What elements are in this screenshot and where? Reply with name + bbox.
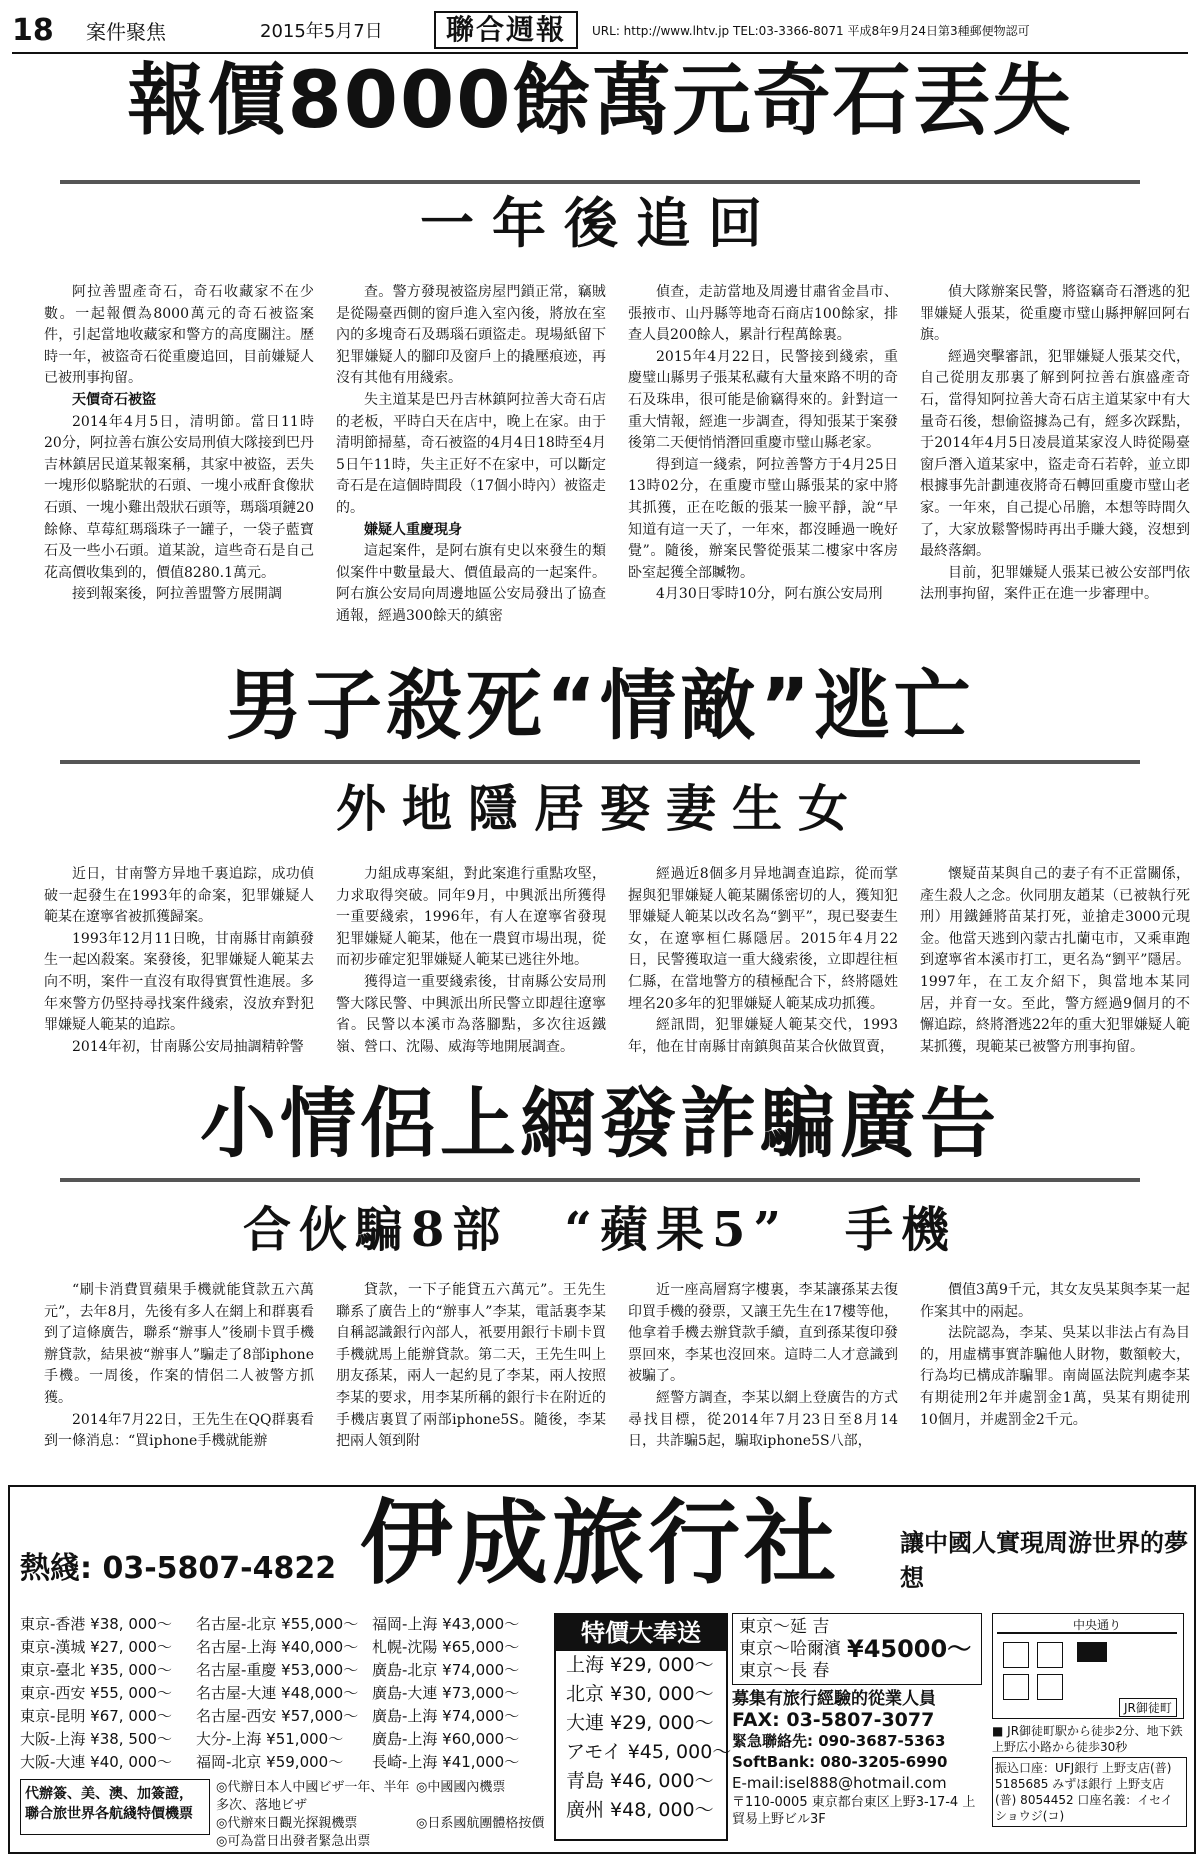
promo-route: 東京～延 吉 [739, 1617, 830, 1637]
ad-special-title: 特價大奉送 [556, 1615, 726, 1651]
ad-address: 〒110-0005 東京都台東区上野3-17-4 上貿易上野ビル3F [732, 1795, 976, 1827]
route-price: 大阪-大連 ¥40, 000～ [20, 1753, 172, 1771]
story3-column [920, 1280, 1190, 1472]
service-item: ◎代辦日本人中國ビザ一年、半年多次、落地ビザ [216, 1780, 410, 1813]
ad-map [992, 1613, 1184, 1719]
paragraph: 1993年12月11日晚，甘南縣甘南鎮發生一起凶殺案。案發後，犯罪嫌疑人範某去向不明，案件一直沒有取得實質性進展。多年來警方仍堅持尋找案件綫索，沒放弃對犯罪嫌疑人範某的追踪。 [44, 930, 314, 1034]
story3-headline: 小情侶上網發詐騙廣告 [200, 1079, 1000, 1168]
story3-column [44, 1280, 314, 1472]
paper-logo: 聯合週報 [434, 11, 578, 49]
ad-brand: 伊成旅行社 [360, 1490, 841, 1597]
story1-subhead: 一年後追回 [420, 191, 780, 255]
ad-contact [732, 1613, 982, 1828]
ad-tagline: 讓中國人實現周游世界的夢想 [900, 1529, 1188, 1592]
paragraph: 2014年初，甘南縣公安局抽調精幹警 [72, 1038, 304, 1055]
paragraph: 法院認為，李某、吳某以非法占有為目的，用虛構事實詐騙他人財物，數額較大，行為均已構成詐騙罪。南崗區法院判處李某有期徒刑2年并處罰金1萬，吳某有期徒刑10個月，并處罰金2千元。 [920, 1325, 1190, 1428]
travel-agency-ad [8, 1485, 1196, 1854]
ad-hotline[interactable]: 熱綫: 03-5807-4822 [20, 1551, 337, 1586]
ad-softbank-phone[interactable]: SoftBank: 080-3205-6990 [732, 1753, 948, 1771]
paragraph: 這起案件，是阿右旗有史以來發生的類似案件中數量最大、價值最高的一起案件。阿右旗公安局向周邊地區公安局發出了協查通報，經過300餘天的縝密 [336, 543, 606, 624]
route-price: 廣島-上海 ¥60,000～ [372, 1730, 520, 1748]
story2-subhead: 外地隱居娶妻生女 [336, 779, 864, 838]
paragraph: 經過突擊審訊，犯罪嫌疑人張某交代，自己從朋友那裏了解到阿拉善右旗盛產奇石，當得知阿拉善大奇石店主道某家中有大量奇石後，想偷盜據為己有，經多次踩點，于2014年4月5日凌晨道某家沒人時從陽臺窗戶潛入道某家中，盜走奇石若幹，並立即根據事先計劃連夜將奇石轉回重慶市璧山老家。一年來，自己提心吊膽，本想等時間久了，大家放鬆警惕時再出手賺大錢，沒想到最終落網。 [920, 348, 1190, 560]
service-item: ◎代辦來日觀光探親機票 [216, 1816, 358, 1831]
story1-column [920, 282, 1190, 652]
map-street-label: 中央通り [1073, 1618, 1122, 1632]
route-price: 廣島-大連 ¥73,000～ [372, 1684, 520, 1702]
story2-headline: 男子殺死“情敵”逃亡 [226, 661, 974, 750]
route-price: 福岡-上海 ¥43,000～ [372, 1615, 520, 1633]
paragraph: 懷疑苗某與自己的妻子有不正當關係，產生殺人之念。伙同朋友趙某（已被執行死刑）用鐵錘將苗某打死，並搶走3000元現金。他當天逃到內蒙古扎蘭屯市，又乘車跑到遼寧省本溪市打工，更名為“劉平”隱居。1997年，在工友介紹下，與當地本某同居，并育一女。至此，警方經過9個月的不懈追踪，終將潛逃22年的重大犯罪嫌疑人範某抓獲，現範某已被警方刑事拘留。 [920, 866, 1190, 1055]
map-block [1037, 1642, 1063, 1668]
ad-promo [732, 1613, 982, 1685]
route-price: 福岡-北京 ¥59,000～ [196, 1753, 344, 1771]
ad-emergency-phone[interactable]: 緊急聯絡先: 090-3687-5363 [732, 1732, 946, 1750]
special-price: 青島 ¥46, 000～ [566, 1770, 714, 1792]
route-price: 廣島-上海 ¥74,000～ [372, 1707, 520, 1725]
story1-column [336, 282, 606, 652]
promo-route: 東京～長 春 [739, 1661, 830, 1681]
ad-bank: 振込口座：UFJ銀行 上野支店(普) 5185685 みずほ銀行 上野支店(普) 8054452 口座名義：イセイショウジ(コ) [992, 1757, 1187, 1827]
special-price: アモイ ¥45, 000～ [566, 1741, 732, 1763]
ad-route-prices [20, 1613, 550, 1774]
promo-route: 東京～哈爾濱 [739, 1639, 841, 1659]
story2-column [920, 864, 1190, 1104]
route-price: 名古屋-西安 ¥57,000～ [196, 1707, 359, 1725]
story1-column [628, 282, 898, 652]
special-price: 大連 ¥29, 000～ [566, 1712, 714, 1734]
story2-rule [60, 760, 1140, 764]
section-subheading: 嫌疑人重慶現身 [364, 521, 462, 538]
route-price: 名古屋-上海 ¥40,000～ [196, 1638, 359, 1656]
section-subheading: 天價奇石被盜 [72, 391, 156, 408]
story2-column [44, 864, 314, 1104]
paper-url: URL: http://www.lhtv.jp TEL:03-3366-8071 平成8年9月24日第3種郵便物認可 [592, 23, 1030, 38]
route-price: 廣島-北京 ¥74,000～ [372, 1661, 520, 1679]
service-item: ◎中國國內機票 [416, 1780, 506, 1795]
paragraph: 4月30日零時10分，阿右旗公安局刑 [656, 586, 883, 603]
paragraph: “刷卡消費買蘋果手機就能貸款五六萬元”，去年8月，先後有多人在網上和群裏看到了這條廣告，聯系“辦事人”後刷卡買手機辦貸款，結果被“辦事人”騙走了8部iphone手機。一周後，作案的情侶二人被警方抓獲。 [44, 1282, 314, 1406]
paragraph: 阿拉善盟產奇石，奇石收藏家不在少數。一起報價為8000萬元的奇石被盜案件，引起當地收藏家和警方的高度關注。歷時一年，被盜奇石從重慶追回，目前嫌疑人已被刑事拘留。 [44, 284, 314, 387]
story3-rule [60, 1178, 1140, 1182]
route-price: 大阪-上海 ¥38, 500～ [20, 1730, 172, 1748]
paragraph: 2015年4月22日，民警接到綫索，重慶璧山縣男子張某私藏有大量來路不明的奇石及珠串，很可能是偷竊得來的。針對這一重大情報，經進一步調查，得知張某于案發後第二天便悄悄潛回重慶市璧山縣老家。 [628, 348, 898, 452]
special-price: 廣州 ¥48, 000～ [566, 1799, 714, 1821]
paragraph: 經訊問，犯罪嫌疑人範某交代，1993年，他在甘南縣甘南鎮與苗某合伙做買賣， [628, 1017, 898, 1055]
special-price: 上海 ¥29, 000～ [566, 1654, 714, 1676]
ad-banner [10, 1487, 1194, 1607]
ad-recruit: 募集有旅行經驗的從業人員 [732, 1689, 936, 1709]
page-number: 18 [12, 12, 54, 48]
paragraph: 得到這一綫索，阿拉善警方于4月25日13時02分，在重慶市璧山縣張某的家中將其抓獲，正在吃飯的張某一臉平靜，說“早知道有這一天了，一年來，都沒睡過一晚好覺”。隨後，辦案民警從張某二樓家中客房卧室起獲全部贓物。 [628, 456, 898, 581]
paragraph: 近一座高層寫字樓裏，李某讓孫某去復印買手機的發票，又讓王先生在17樓等他，他拿着手機去辦貸款手續，直到孫某復印發票回來，李某也沒回來。這時二人才意識到被騙了。 [628, 1282, 898, 1385]
paragraph: 近日，甘南警方异地千裏追踪，成功偵破一起發生在1993年的命案，犯罪嫌疑人範某在遼寧省被抓獲歸案。 [44, 866, 314, 926]
story2-column [628, 864, 898, 1104]
route-price: 東京-臺北 ¥35, 000～ [20, 1661, 172, 1679]
route-price: 東京-香港 ¥38, 000～ [20, 1615, 172, 1633]
route-price: 東京-西安 ¥55, 000～ [20, 1684, 172, 1702]
map-station-label: JR御徒町 [1119, 1698, 1177, 1717]
story3-subhead: 合伙騙8部 “蘋果5” 手機 [242, 1202, 958, 1258]
paragraph: 2014年4月5日，清明節。當日11時20分，阿拉善右旗公安局刑偵大隊接到巴丹吉林鎮居民道某報案稱，其家中被盜，丟失一塊形似駱駝狀的石頭、一塊小戒酐食像狀石頭、一塊小雞出殼狀石頭等，瑪瑙項鏈20餘條、草莓紅瑪瑙珠子一罐子，一袋子藍寶石及一些小石頭。道某說，這些奇石是自己花高價收集到的，價值8280.1萬元。 [44, 413, 314, 581]
route-price: 東京-漢城 ¥27, 000～ [20, 1638, 172, 1656]
paragraph: 貸款，一下子能貸五六萬元”。王先生聯系了廣告上的“辦事人”李某，電話裏李某自稱認識銀行內部人，衹要用銀行卡刷卡買手機就馬上能辦貸款。第二天，王先生叫上朋友孫某，兩人一起約見了李某，兩人按照李某的要求，用李某所稱的銀行卡在附近的手機店裏買了兩部iphone5S。隨後，李某把兩人領到附 [336, 1282, 606, 1450]
ad-access-info [992, 1723, 1187, 1827]
paragraph: 偵大隊辦案民警，將盜竊奇石潛逃的犯罪嫌疑人張某，從重慶市璧山縣押解回阿右旗。 [920, 284, 1190, 344]
route-price: 名古屋-重慶 ¥53,000～ [196, 1661, 359, 1679]
ad-fax: FAX: 03-5807-3077 [732, 1709, 935, 1731]
map-office-marker [1077, 1642, 1107, 1662]
paragraph: 2014年7月22日，王先生在QQ群裏看到一條消息：“買iphone手機就能辦 [44, 1411, 314, 1450]
map-block [1003, 1642, 1029, 1668]
ad-services [216, 1779, 546, 1851]
map-block [1003, 1674, 1029, 1700]
paragraph: 目前，犯罪嫌疑人張某已被公安部門依法刑事拘留，案件正在進一步審理中。 [920, 564, 1190, 603]
page-header [12, 8, 1188, 54]
ad-access: ■ JR御徒町駅から徒歩2分、地下鉄上野広小路から徒歩30秒 [992, 1724, 1183, 1754]
map-block [1037, 1674, 1063, 1700]
ad-email[interactable]: E-mail:isel888@hotmail.com [732, 1774, 947, 1792]
paragraph: 價值3萬9千元，其女友吳某與李某一起作案其中的兩起。 [920, 1282, 1190, 1320]
route-price: 東京-昆明 ¥67, 000～ [20, 1707, 172, 1725]
service-item: ◎可為當日出發者緊急出票 [216, 1834, 371, 1849]
story2-column [336, 864, 606, 1104]
paragraph: 經警方調查，李某以網上登廣告的方式尋找目標，從2014年7月23日至8月14日，共詐騙5起，騙取iphone5S八部， [628, 1389, 898, 1450]
ad-visa: 代辦簽、美、澳、加簽證，聯合旅世界各航綫特價機票 [20, 1779, 210, 1835]
special-price: 北京 ¥30, 000～ [566, 1683, 714, 1705]
story1-headline: 報價8000餘萬元奇石丟失 [127, 56, 1073, 146]
paragraph: 偵查，走訪當地及周邊甘肅省金昌市、張掖市、山丹縣等地奇石商店100餘家，排查人員200餘人，累計行程萬餘裏。 [628, 284, 898, 344]
issue-date: 2015年5月7日 [260, 21, 383, 42]
service-item: ◎日系國航團體格按價 [416, 1816, 545, 1831]
ad-special-box [554, 1613, 732, 1841]
story1-column [44, 282, 314, 652]
paragraph: 失主道某是巴丹吉林鎮阿拉善大奇石店的老板，平時白天在店中，晚上在家。由于清明節掃墓，奇石被盜的4月4日18時至4月5日午11時，失主正好不在家中，可以斷定奇石是在這個時間段（17個小時內）被盜走的。 [336, 391, 606, 516]
story3-column [628, 1280, 898, 1472]
map-street-line [997, 1632, 1177, 1634]
story3-column [336, 1280, 606, 1472]
section-name: 案件聚焦 [86, 19, 166, 44]
paragraph: 獲得這一重要綫索後，甘南縣公安局刑警大隊民警、中興派出所民警立即趕往遼寧省。民警以本溪市為落腳點，多次往返鐵嶺、營口、沈陽、威海等地開展調查。 [336, 973, 606, 1055]
paragraph: 經過近8個多月异地調查追踪，從而掌握與犯罪嫌疑人範某關係密切的人，獲知犯罪嫌疑人範某以改名為“劉平”，現已娶妻生女，在遼寧桓仁縣隱居。2015年4月22日，民警獲取這一重大綫索後，立即趕往桓仁縣，在當地警方的積極配合下，終將隱姓埋名20多年的犯罪嫌疑人範某成功抓獲。 [628, 866, 898, 1012]
paragraph: 接到報案後，阿拉善盟警方展開調 [72, 586, 282, 603]
paragraph: 查。警方發現被盜房屋門鎖正常，竊賊是從陽臺西側的窗戶進入室內後，將放在室內的多塊奇石及瑪瑙石頭盜走。現場紙留下犯罪嫌疑人的腳印及窗戶上的撬壓痕迹，再沒有其他有用綫索。 [336, 284, 606, 387]
story1-body [44, 282, 1190, 652]
route-price: 札幌-沈陽 ¥65,000～ [372, 1638, 520, 1656]
ad-promo-price: ¥45000～ [847, 1634, 972, 1663]
route-price: 長崎-上海 ¥41,000～ [372, 1753, 520, 1771]
paragraph: 力組成專案組，對此案進行重點攻堅，力求取得突破。同年9月，中興派出所獲得一重要綫索，1996年，有人在遼寧省發現犯罪嫌疑人範某，他在一農貿市場出現，從而初步確定犯罪嫌疑人範某已逃往外地。 [336, 866, 606, 969]
story1-rule [60, 180, 1140, 184]
story2-body [44, 864, 1190, 1104]
route-price: 名古屋-大連 ¥48,000～ [196, 1684, 359, 1702]
story3-body [44, 1280, 1190, 1472]
route-price: 大分-上海 ¥51,000～ [196, 1730, 344, 1748]
route-price: 名古屋-北京 ¥55,000～ [196, 1615, 359, 1633]
